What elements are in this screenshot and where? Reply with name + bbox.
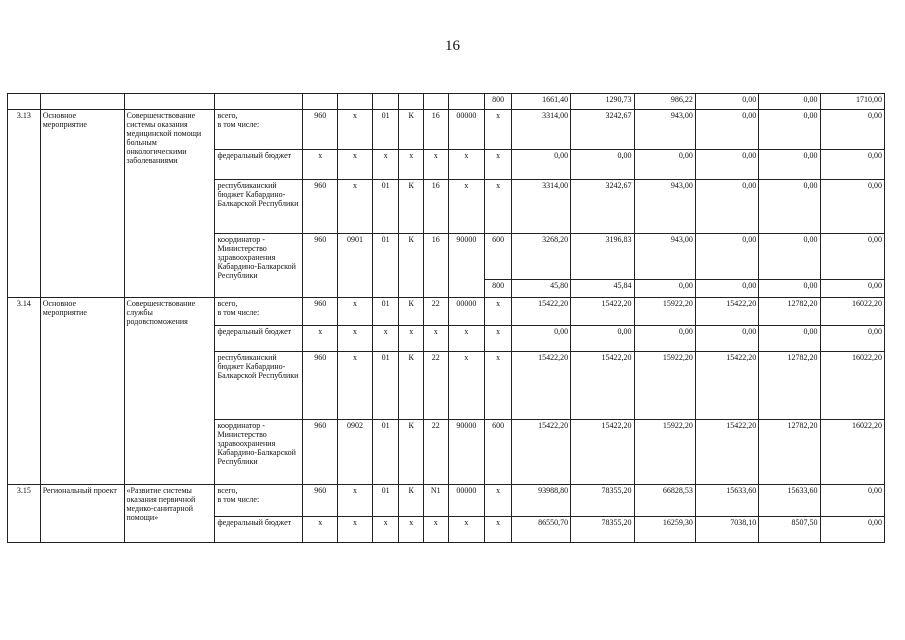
table-cell: 0,00: [695, 326, 758, 352]
table-cell: 78355,20: [571, 485, 634, 517]
table-cell: 01: [372, 234, 399, 298]
table-cell: x: [338, 326, 373, 352]
table-cell: всего, в том числе:: [215, 485, 303, 517]
table-cell: 3268,20: [511, 234, 570, 280]
table-cell: 16: [423, 110, 448, 150]
table-row: [8, 298, 885, 326]
table-cell: x: [423, 150, 448, 180]
table-cell: 960: [303, 485, 338, 517]
table-cell: 0,00: [695, 180, 758, 234]
table-cell: x: [423, 517, 448, 543]
table-cell: К: [399, 298, 424, 326]
table-cell: 0,00: [695, 234, 758, 280]
table-cell: федеральный бюджет: [215, 517, 303, 543]
table-cell: 0,00: [820, 180, 884, 234]
table-cell: 01: [372, 298, 399, 326]
table-cell: 15633,60: [695, 485, 758, 517]
table-cell: 45,84: [571, 280, 634, 298]
table-cell: x: [338, 352, 373, 420]
table-cell: 0,00: [695, 110, 758, 150]
table-cell: x: [372, 326, 399, 352]
table-cell: 0,00: [820, 234, 884, 280]
table-cell: 3314,00: [511, 180, 570, 234]
table-cell: x: [448, 180, 485, 234]
table-cell: 0,00: [820, 280, 884, 298]
table-cell: 16259,30: [634, 517, 695, 543]
table-cell: 943,00: [634, 234, 695, 280]
table-cell: x: [448, 517, 485, 543]
table-cell: 0901: [338, 234, 373, 298]
table-cell: 15922,20: [634, 420, 695, 485]
table-cell: [40, 94, 124, 110]
table-cell: 15922,20: [634, 298, 695, 326]
table-cell: «Развитие системы оказания первичной медико-санитарной помощи»: [124, 485, 215, 543]
table-cell: 1661,40: [511, 94, 570, 110]
table-cell: [448, 94, 485, 110]
table-cell: 0,00: [759, 150, 820, 180]
table-cell: 15422,20: [571, 420, 634, 485]
table-row: [8, 94, 885, 110]
table-cell: 0,00: [759, 180, 820, 234]
table-cell: 7038,10: [695, 517, 758, 543]
table-cell: 943,00: [634, 110, 695, 150]
table-cell: 12782,20: [759, 298, 820, 326]
table-cell: 0,00: [571, 326, 634, 352]
table-cell: республиканский бюджет Кабардино-Балкарской Республики: [215, 180, 303, 234]
table-cell: 0,00: [511, 326, 570, 352]
table-cell: 3.14: [8, 298, 41, 485]
table-cell: x: [303, 517, 338, 543]
table-cell: К: [399, 110, 424, 150]
table-cell: 960: [303, 420, 338, 485]
table-cell: 78355,20: [571, 517, 634, 543]
table-body: [8, 94, 885, 543]
table-cell: x: [303, 150, 338, 180]
table-cell: 600: [485, 234, 512, 280]
table-cell: x: [399, 517, 424, 543]
table-cell: 15422,20: [511, 352, 570, 420]
table-cell: x: [399, 326, 424, 352]
table-cell: 3314,00: [511, 110, 570, 150]
table-cell: 0,00: [634, 280, 695, 298]
table-cell: x: [399, 150, 424, 180]
table-cell: 0,00: [759, 234, 820, 280]
table-cell: 15422,20: [511, 420, 570, 485]
table-cell: 0,00: [634, 150, 695, 180]
table-cell: 1710,00: [820, 94, 884, 110]
table-cell: 90000: [448, 420, 485, 485]
table-cell: 16022,20: [820, 352, 884, 420]
table-cell: всего, в том числе:: [215, 110, 303, 150]
table-cell: 90000: [448, 234, 485, 298]
table-cell: x: [448, 326, 485, 352]
table-cell: 960: [303, 180, 338, 234]
table-cell: 12782,20: [759, 352, 820, 420]
table-cell: [338, 94, 373, 110]
table-cell: всего, в том числе:: [215, 298, 303, 326]
budget-table: [7, 93, 885, 543]
table-cell: 15422,20: [695, 298, 758, 326]
table-cell: К: [399, 352, 424, 420]
table-cell: 16022,20: [820, 420, 884, 485]
table-cell: 45,80: [511, 280, 570, 298]
table-cell: x: [338, 517, 373, 543]
table-cell: 15422,20: [695, 352, 758, 420]
table-cell: 0,00: [820, 150, 884, 180]
table-cell: 00000: [448, 298, 485, 326]
table-cell: Основное мероприятие: [40, 298, 124, 485]
table-cell: федеральный бюджет: [215, 326, 303, 352]
table-cell: x: [338, 110, 373, 150]
table-cell: 0,00: [634, 326, 695, 352]
table-cell: x: [485, 326, 512, 352]
table-cell: x: [448, 150, 485, 180]
table-cell: x: [423, 326, 448, 352]
table-cell: 0,00: [759, 326, 820, 352]
table-cell: x: [485, 180, 512, 234]
table-cell: К: [399, 234, 424, 298]
table-cell: 22: [423, 420, 448, 485]
table-cell: республиканский бюджет Кабардино-Балкарской Республики: [215, 352, 303, 420]
table-cell: 16: [423, 234, 448, 298]
page-number: 16: [445, 38, 460, 54]
table-cell: x: [338, 485, 373, 517]
table-cell: [423, 94, 448, 110]
table-cell: 8507,50: [759, 517, 820, 543]
table-cell: 16022,20: [820, 298, 884, 326]
table-cell: Региональный проект: [40, 485, 124, 543]
table-cell: x: [485, 352, 512, 420]
table-cell: 01: [372, 420, 399, 485]
table-cell: x: [485, 150, 512, 180]
table-cell: [8, 94, 41, 110]
table-cell: x: [485, 517, 512, 543]
table-cell: 01: [372, 485, 399, 517]
table-cell: 16: [423, 180, 448, 234]
table-cell: координатор - Министерство здравоохранения Кабардино-Балкарской Республики: [215, 420, 303, 485]
table-cell: Основное мероприятие: [40, 110, 124, 298]
table-cell: x: [338, 298, 373, 326]
table-cell: 600: [485, 420, 512, 485]
table-cell: 3.15: [8, 485, 41, 543]
table-cell: 960: [303, 352, 338, 420]
table-cell: 12782,20: [759, 420, 820, 485]
table-cell: [124, 94, 215, 110]
table-cell: N1: [423, 485, 448, 517]
table-cell: 3242,67: [571, 110, 634, 150]
table-cell: x: [485, 485, 512, 517]
table-cell: 800: [485, 94, 512, 110]
table-cell: Совершенствование системы оказания медицинской помощи больным онкологическими заболеваниями: [124, 110, 215, 298]
table-cell: 01: [372, 180, 399, 234]
table-cell: 66828,53: [634, 485, 695, 517]
table-cell: [372, 94, 399, 110]
table-cell: x: [448, 352, 485, 420]
table-cell: 0,00: [695, 280, 758, 298]
table-cell: координатор - Министерство здравоохранения Кабардино-Балкарской Республики: [215, 234, 303, 298]
table-cell: 0,00: [820, 485, 884, 517]
table-cell: x: [338, 180, 373, 234]
table-cell: 0902: [338, 420, 373, 485]
table-cell: 0,00: [820, 110, 884, 150]
table-cell: Совершенствование службы родовспоможения: [124, 298, 215, 485]
table-cell: 0,00: [695, 150, 758, 180]
table-cell: 86550,70: [511, 517, 570, 543]
table-cell: 960: [303, 298, 338, 326]
table-cell: 0,00: [820, 517, 884, 543]
table-cell: [399, 94, 424, 110]
table-cell: x: [338, 150, 373, 180]
table-cell: [303, 94, 338, 110]
table-cell: x: [303, 326, 338, 352]
table-cell: [215, 94, 303, 110]
table-cell: К: [399, 180, 424, 234]
table-cell: 15422,20: [695, 420, 758, 485]
table-cell: 00000: [448, 485, 485, 517]
table-cell: К: [399, 420, 424, 485]
table-cell: x: [485, 110, 512, 150]
table-cell: 22: [423, 298, 448, 326]
table-cell: 01: [372, 352, 399, 420]
table-cell: 986,22: [634, 94, 695, 110]
table-cell: 0,00: [759, 280, 820, 298]
table-cell: 15922,20: [634, 352, 695, 420]
table-cell: 0,00: [759, 110, 820, 150]
table-cell: 0,00: [571, 150, 634, 180]
table-cell: 3242,67: [571, 180, 634, 234]
table-cell: 0,00: [511, 150, 570, 180]
table-cell: федеральный бюджет: [215, 150, 303, 180]
table-cell: 800: [485, 280, 512, 298]
table-cell: x: [372, 517, 399, 543]
table-row: [8, 485, 885, 517]
table-cell: 15422,20: [571, 352, 634, 420]
table-cell: 93988,80: [511, 485, 570, 517]
table-cell: 15633,60: [759, 485, 820, 517]
table-cell: 01: [372, 110, 399, 150]
table-cell: x: [485, 298, 512, 326]
table-cell: 0,00: [820, 326, 884, 352]
table-cell: К: [399, 485, 424, 517]
table-cell: 00000: [448, 110, 485, 150]
table-cell: 3196,83: [571, 234, 634, 280]
table-cell: x: [372, 150, 399, 180]
table-cell: 0,00: [759, 94, 820, 110]
table-cell: 960: [303, 110, 338, 150]
table-cell: 1290,73: [571, 94, 634, 110]
table-cell: 943,00: [634, 180, 695, 234]
table-cell: 15422,20: [571, 298, 634, 326]
table-cell: 960: [303, 234, 338, 298]
table-cell: 22: [423, 352, 448, 420]
table-row: [8, 110, 885, 150]
table-cell: 3.13: [8, 110, 41, 298]
table-cell: 15422,20: [511, 298, 570, 326]
table-cell: 0,00: [695, 94, 758, 110]
